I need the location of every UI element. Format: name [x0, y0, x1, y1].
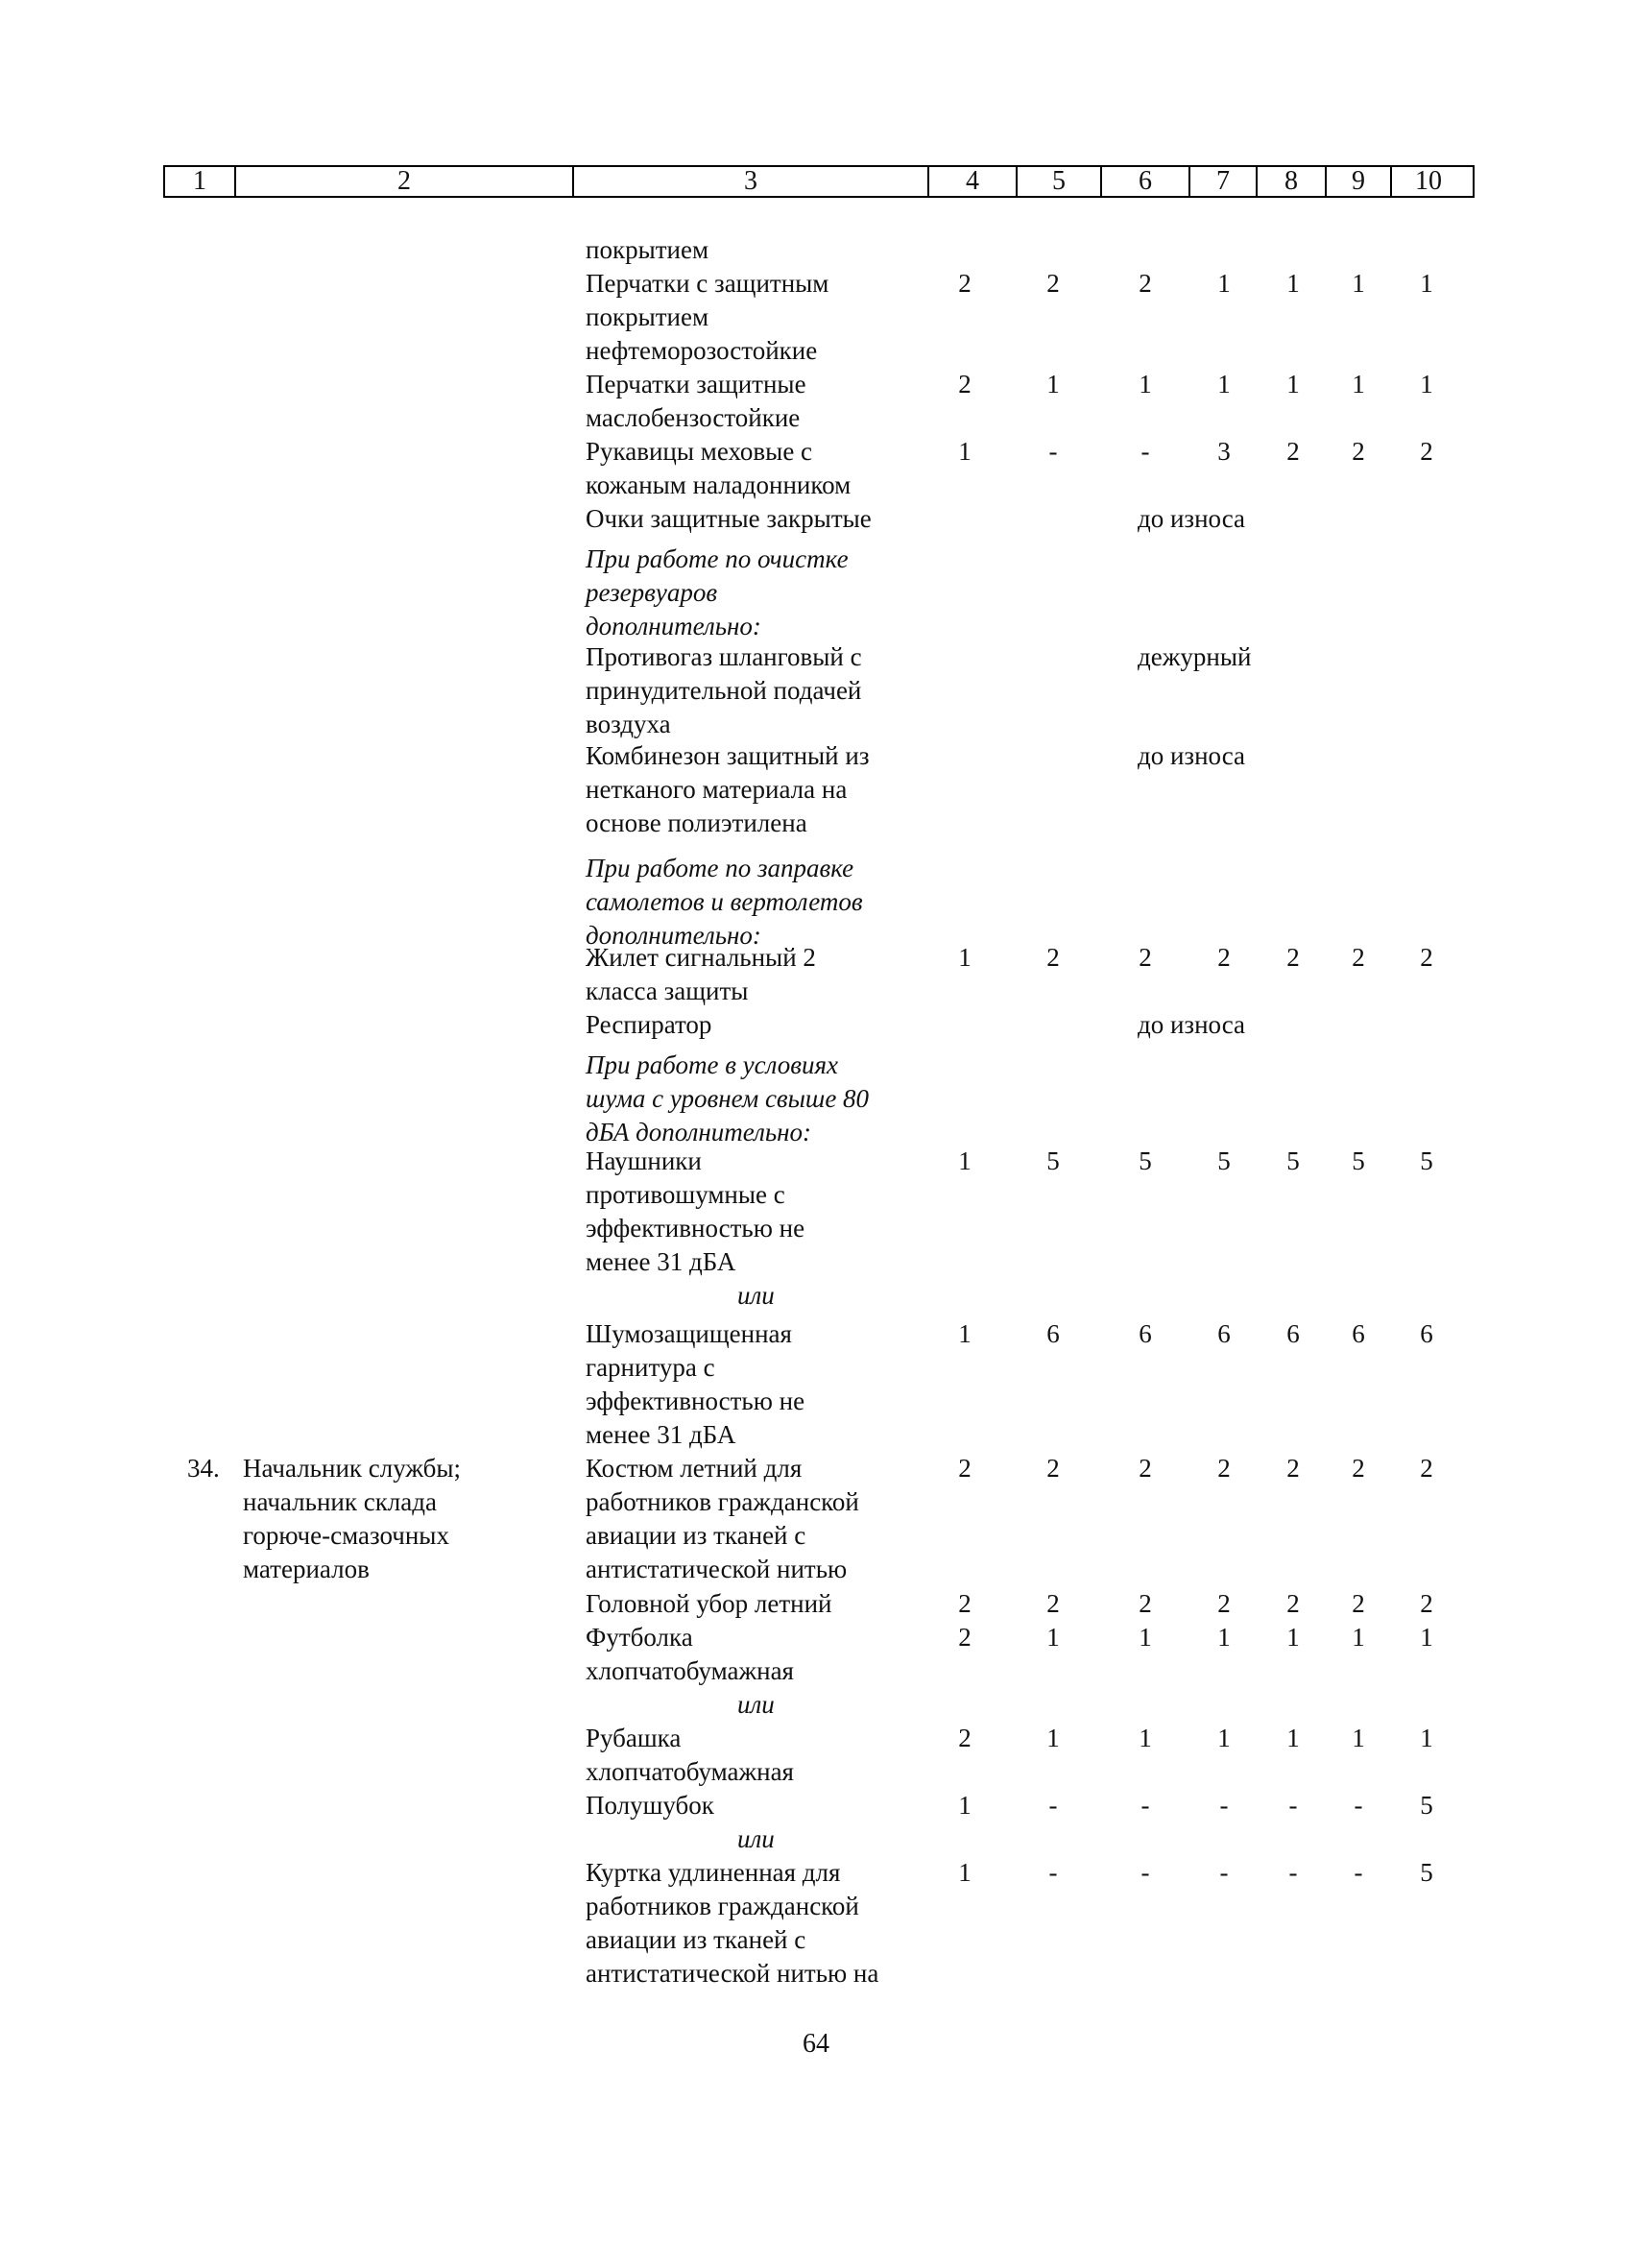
norm-value-cell: 5 [1352, 1146, 1365, 1175]
norm-value-cell: 1 [1139, 1724, 1152, 1752]
item-name-line: Головной убор летний [586, 1589, 832, 1618]
norm-value-cell: 2 [1420, 437, 1433, 466]
norm-value-cell: 2 [1217, 1589, 1231, 1618]
norm-value-cell: 1 [1217, 269, 1231, 298]
norm-value-cell: 3 [1217, 437, 1231, 466]
item-name-line: хлопчатобумажная [586, 1656, 794, 1685]
alternative-or-label: или [737, 1690, 775, 1719]
norm-value-cell: 6 [1286, 1319, 1300, 1348]
norm-value-cell: 2 [1139, 269, 1152, 298]
section-note-line: резервуаров [586, 578, 718, 607]
norm-value-cell: 1 [1046, 1724, 1060, 1752]
norm-value-cell: 1 [1352, 269, 1365, 298]
alternative-or-label: или [737, 1824, 775, 1853]
norm-value-cell: 2 [1352, 1454, 1365, 1483]
header-cell: 3 [572, 167, 927, 196]
section-note-line: При работе по очистке [586, 544, 849, 573]
section-note-line: дополнительно: [586, 612, 761, 640]
norm-value-cell: 2 [958, 269, 972, 298]
norm-value-cell: 2 [958, 1724, 972, 1752]
norm-value-cell: 2 [1352, 943, 1365, 972]
norm-value-cell: 2 [1139, 1589, 1152, 1618]
norm-value-cell: 1 [1139, 1623, 1152, 1652]
norm-value-cell: 6 [1139, 1319, 1152, 1348]
position-name-line: горюче-смазочных [243, 1521, 449, 1550]
item-name-line: Респиратор [586, 1010, 712, 1039]
wear-period-note: до износа [1138, 504, 1246, 533]
item-name-line: противошумные с [586, 1180, 785, 1209]
norm-value-cell: - [1140, 1791, 1150, 1820]
norm-value-cell: 2 [1286, 943, 1300, 972]
norm-value-cell: 6 [1046, 1319, 1060, 1348]
item-name-line: класса защиты [586, 977, 749, 1005]
norm-value-cell: 2 [1352, 1589, 1365, 1618]
norm-value-cell: - [1140, 437, 1150, 466]
norm-value-cell: 1 [1046, 370, 1060, 398]
norm-value-cell: 2 [1139, 1454, 1152, 1483]
item-name-line: Шумозащищенная [586, 1319, 792, 1348]
item-name-line: авиации из тканей с [586, 1925, 806, 1954]
header-cell: 1 [193, 166, 206, 196]
norm-value-cell: 2 [1420, 943, 1433, 972]
item-name-line: Костюм летний для [586, 1454, 803, 1483]
header-cell: 10 [1390, 167, 1465, 196]
wear-period-note: дежурный [1138, 642, 1252, 671]
header-cell: 6 [1100, 167, 1188, 196]
norm-value-cell: 2 [1046, 943, 1060, 972]
header-cell: 2 [234, 167, 572, 196]
header-cell: 7 [1188, 167, 1256, 196]
item-name-line: антистатической нитью [586, 1555, 848, 1583]
norm-value-cell: 1 [1217, 1623, 1231, 1652]
norm-value-cell: 1 [958, 943, 972, 972]
norm-value-cell: 1 [1217, 1724, 1231, 1752]
item-name-line: Перчатки с защитным [586, 269, 829, 298]
norm-value-cell: 2 [958, 1589, 972, 1618]
item-name-line: покрытием [586, 235, 709, 264]
item-name-line: Противогаз шланговый с [586, 642, 862, 671]
norm-value-cell: 1 [1352, 1623, 1365, 1652]
item-name-line: работников гражданской [586, 1892, 859, 1920]
wear-period-note: до износа [1138, 741, 1246, 770]
item-name-line: эффективностью не [586, 1214, 805, 1243]
norm-value-cell: 1 [1352, 370, 1365, 398]
section-note-line: дополнительно: [586, 921, 761, 950]
norm-value-cell: 2 [1217, 943, 1231, 972]
norm-value-cell: 1 [1286, 1724, 1300, 1752]
item-name-line: менее 31 дБА [586, 1247, 736, 1276]
norm-value-cell: 2 [958, 1454, 972, 1483]
norm-value-cell: 1 [1286, 370, 1300, 398]
item-name-line: основе полиэтилена [586, 808, 807, 837]
norm-value-cell: - [1219, 1858, 1229, 1887]
norm-value-cell: 1 [1420, 1623, 1433, 1652]
norm-value-cell: 2 [1286, 437, 1300, 466]
norm-value-cell: 1 [958, 1319, 972, 1348]
item-name-line: покрытием [586, 302, 709, 331]
norm-value-cell: - [1048, 1791, 1058, 1820]
item-name-line: Рубашка [586, 1724, 682, 1752]
alternative-or-label: или [737, 1281, 775, 1310]
norm-value-cell: 5 [1420, 1858, 1433, 1887]
norm-value-cell: 5 [1217, 1146, 1231, 1175]
section-note-line: При работе в условиях [586, 1050, 838, 1079]
norm-value-cell: - [1288, 1858, 1298, 1887]
item-name-line: Комбинезон защитный из [586, 741, 870, 770]
norm-value-cell: 5 [1046, 1146, 1060, 1175]
norm-value-cell: - [1219, 1791, 1229, 1820]
item-name-line: авиации из тканей с [586, 1521, 806, 1550]
item-name-line: эффективностью не [586, 1387, 805, 1415]
position-name-line: Начальник службы; [243, 1454, 462, 1483]
norm-value-cell: 2 [1046, 1589, 1060, 1618]
norm-value-cell: 1 [958, 1146, 972, 1175]
norm-value-cell: 5 [1420, 1146, 1433, 1175]
item-name-line: Полушубок [586, 1791, 714, 1820]
item-name-line: хлопчатобумажная [586, 1757, 794, 1786]
header-cell: 9 [1325, 167, 1390, 196]
wear-period-note: до износа [1138, 1010, 1246, 1039]
item-name-line: Очки защитные закрытые [586, 504, 872, 533]
item-name-line: Рукавицы меховые с [586, 437, 813, 466]
norm-value-cell: 2 [958, 1623, 972, 1652]
item-name-line: антистатической нитью на [586, 1959, 879, 1988]
norm-value-cell: 1 [1286, 269, 1300, 298]
norm-value-cell: 5 [1420, 1791, 1433, 1820]
norm-value-cell: 1 [1420, 370, 1433, 398]
norm-value-cell: 1 [1420, 269, 1433, 298]
item-name-line: Перчатки защитные [586, 370, 806, 398]
item-name-line: Наушники [586, 1146, 702, 1175]
page-number: 64 [803, 2029, 829, 2059]
norm-value-cell: - [1048, 437, 1058, 466]
norm-value-cell: 1 [1352, 1724, 1365, 1752]
item-name-line: гарнитура с [586, 1353, 715, 1382]
position-name-line: начальник склада [243, 1487, 437, 1516]
item-name-line: Куртка удлиненная для [586, 1858, 841, 1887]
header-cell: 4 [927, 167, 1016, 196]
item-name-line: работников гражданской [586, 1487, 859, 1516]
norm-value-cell: 2 [1420, 1589, 1433, 1618]
section-note-line: дБА дополнительно: [586, 1118, 812, 1146]
norm-value-cell: 2 [958, 370, 972, 398]
norm-value-cell: 6 [1420, 1319, 1433, 1348]
item-name-line: принудительной подачей [586, 676, 862, 705]
item-name-line: воздуха [586, 710, 671, 738]
norm-value-cell: 2 [1217, 1454, 1231, 1483]
norm-value-cell: 1 [958, 1858, 972, 1887]
item-name-line: нетканого материала на [586, 775, 848, 804]
norm-value-cell: 5 [1139, 1146, 1152, 1175]
item-name-line: Жилет сигнальный 2 [586, 943, 816, 972]
norm-value-cell: - [1354, 1791, 1363, 1820]
item-name-line: нефтеморозостойкие [586, 336, 818, 365]
item-name-line: менее 31 дБА [586, 1420, 736, 1449]
norm-value-cell: 1 [1286, 1623, 1300, 1652]
header-cell: 5 [1016, 167, 1100, 196]
section-note-line: самолетов и вертолетов [586, 887, 863, 916]
norm-value-cell: 5 [1286, 1146, 1300, 1175]
norm-value-cell: - [1288, 1791, 1298, 1820]
section-note-line: шума с уровнем свыше 80 [586, 1084, 870, 1113]
item-name-line: кожаным наладонником [586, 470, 852, 499]
norm-value-cell: 2 [1420, 1454, 1433, 1483]
norm-value-cell: - [1048, 1858, 1058, 1887]
norm-value-cell: 1 [958, 437, 972, 466]
norm-value-cell: 1 [1139, 370, 1152, 398]
norm-value-cell: - [1354, 1858, 1363, 1887]
norm-value-cell: 1 [1217, 370, 1231, 398]
norm-value-cell: 2 [1046, 269, 1060, 298]
header-cell: 8 [1256, 167, 1325, 196]
norm-value-cell: 1 [1420, 1724, 1433, 1752]
row-number: 34. [187, 1454, 220, 1483]
norm-value-cell: 2 [1139, 943, 1152, 972]
section-note-line: При работе по заправке [586, 854, 854, 882]
norm-value-cell: 6 [1352, 1319, 1365, 1348]
norm-value-cell: 1 [1046, 1623, 1060, 1652]
item-name-line: маслобензостойкие [586, 403, 801, 432]
norm-value-cell: 2 [1286, 1589, 1300, 1618]
norm-value-cell: 1 [958, 1791, 972, 1820]
position-name-line: материалов [243, 1555, 370, 1583]
norm-value-cell: 2 [1286, 1454, 1300, 1483]
norm-value-cell: 6 [1217, 1319, 1231, 1348]
norm-value-cell: 2 [1046, 1454, 1060, 1483]
item-name-line: Футболка [586, 1623, 693, 1652]
norm-value-cell: - [1140, 1858, 1150, 1887]
norm-value-cell: 2 [1352, 437, 1365, 466]
